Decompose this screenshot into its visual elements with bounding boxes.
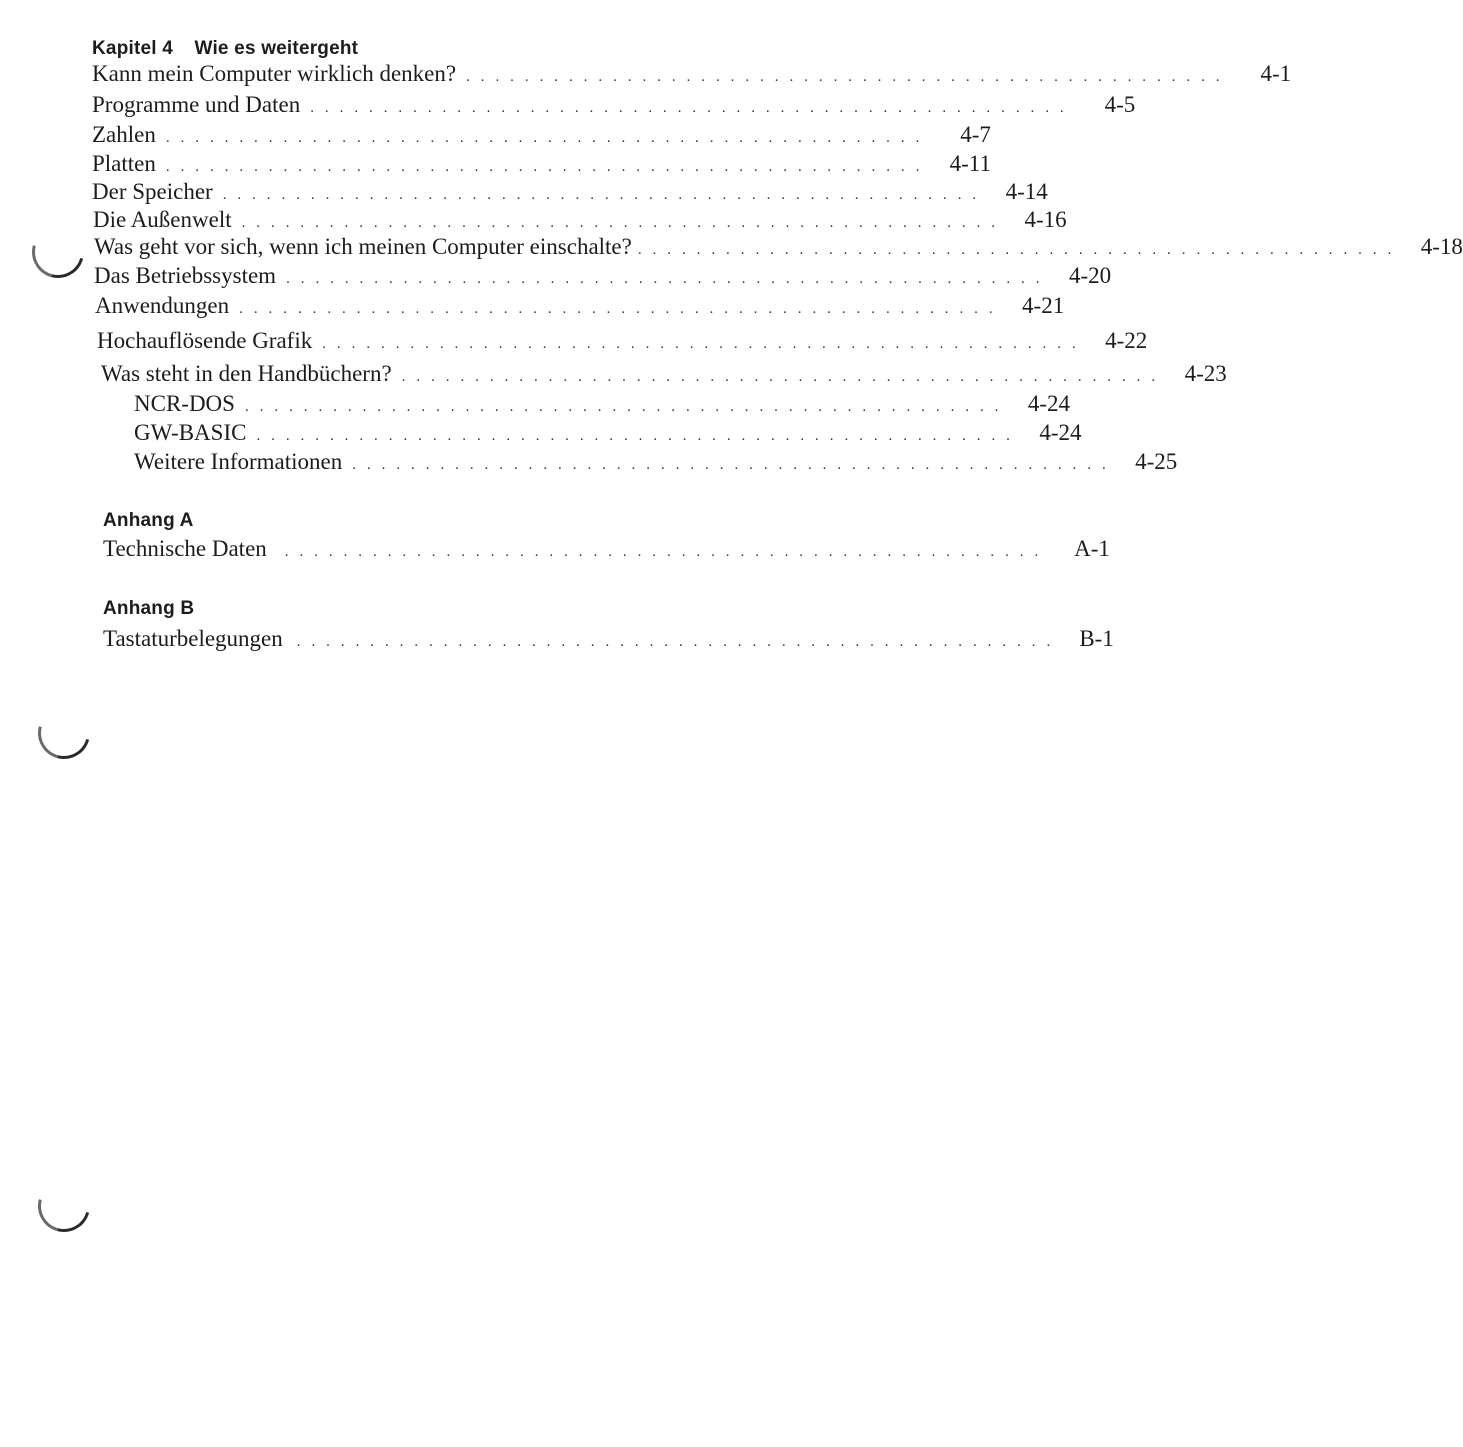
appendix-b-heading: Anhang B — [103, 598, 195, 619]
appendix-a-heading: Anhang A — [103, 510, 194, 531]
toc-entry[interactable] — [134, 419, 1082, 450]
dot-leader: . . . . . . . . . . . . . . . . . . . . . . . . . . . . . . . . . . . . . . . . . . . . . . . . . . . . — [310, 100, 1068, 116]
toc-entry[interactable] — [92, 178, 1048, 209]
toc-entry[interactable] — [101, 360, 1227, 391]
toc-entry[interactable] — [103, 625, 1114, 656]
toc-entry-page: 4-23 — [1184, 361, 1227, 386]
toc-entry-label: Platten — [92, 151, 156, 176]
toc-entry-page: 4-7 — [960, 122, 991, 147]
binder-hole-bottom — [28, 1170, 99, 1241]
toc-entry-page: 4-22 — [1105, 328, 1148, 353]
toc-entry-label: Der Speicher — [92, 179, 213, 204]
toc-entry-label: Das Betriebssystem — [94, 263, 277, 288]
toc-entry-label: GW-BASIC — [134, 420, 247, 445]
dot-leader: . . . . . . . . . . . . . . . . . . . . . . . . . . . . . . . . . . . . . . . . . . . . . . . . . . . . — [286, 271, 1044, 287]
toc-entry-label: Technische Daten — [103, 536, 267, 561]
dot-leader: . . . . . . . . . . . . . . . . . . . . . . . . . . . . . . . . . . . . . . . . . . . . . . . . . . . . — [244, 399, 1003, 415]
toc-entry[interactable] — [95, 292, 1065, 323]
toc-entry[interactable] — [92, 60, 1292, 91]
toc-entry-label: Die Außenwelt — [93, 207, 232, 232]
toc-entry-label: Hochauflösende Grafik — [97, 328, 313, 353]
chapter-heading — [92, 38, 358, 60]
toc-entry-label: Kann mein Computer wirklich denken? — [92, 61, 457, 86]
toc-entry-page: 4-25 — [1135, 449, 1178, 474]
binder-hole-middle — [28, 697, 99, 768]
toc-entry-page: 4-5 — [1104, 92, 1136, 117]
toc-entry-page: 4-20 — [1068, 263, 1112, 288]
dot-leader: . . . . . . . . . . . . . . . . . . . . . . . . . . . . . . . . . . . . . . . . . . . . . . . . . . . . — [256, 428, 1014, 444]
dot-leader: . . . . . . . . . . . . . . . . . . . . . . . . . . . . . . . . . . . . . . . . . . . . . . . . . . . . — [352, 457, 1110, 473]
dot-leader: . . . . . . . . . . . . . . . . . . . . . . . . . . . . . . . . . . . . . . . . . . . . . . . . . . . . — [165, 159, 923, 175]
chapter-title: Wie es weitergeht — [194, 38, 359, 59]
toc-entry-label: Anwendungen — [95, 293, 230, 318]
toc-entry-label: NCR-DOS — [134, 391, 235, 416]
toc-entry-page: B-1 — [1079, 626, 1114, 651]
toc-entry-page: 4-1 — [1260, 61, 1292, 86]
toc-entry[interactable] — [92, 121, 991, 152]
toc-entry-label: Programme und Daten — [92, 92, 301, 117]
dot-leader: . . . . . . . . . . . . . . . . . . . . . . . . . . . . . . . . . . . . . . . . . . . . . . . . . . . . — [284, 544, 1042, 560]
toc-entry-page: 4-24 — [1039, 420, 1082, 445]
toc-entry-page: 4-24 — [1027, 391, 1071, 416]
toc-entry[interactable] — [97, 327, 1148, 358]
toc-entry-page: 4-18 — [1420, 234, 1463, 259]
dot-leader: . . . . . . . . . . . . . . . . . . . . . . . . . . . . . . . . . . . . . . . . . . . . . . . . . . . . — [401, 369, 1159, 385]
toc-entry-page: 4-16 — [1024, 207, 1067, 232]
toc-entry-label: Was steht in den Handbüchern? — [101, 361, 392, 386]
dot-leader: . . . . . . . . . . . . . . . . . . . . . . . . . . . . . . . . . . . . . . . . . . . . . . . . . . . . — [239, 301, 997, 317]
toc-entry-page: A-1 — [1074, 536, 1110, 561]
toc-entry[interactable] — [94, 233, 1463, 264]
toc-entry-label: Was geht vor sich, wenn ich meinen Computer einschalte? — [94, 234, 632, 259]
dot-leader: . . . . . . . . . . . . . . . . . . . . . . . . . . . . . . . . . . . . . . . . . . . . . . . . . . . . — [322, 336, 1080, 352]
toc-entry[interactable] — [134, 390, 1071, 421]
toc-entry-label: Weitere Informationen — [134, 449, 343, 474]
toc-entry[interactable] — [92, 150, 991, 181]
dot-leader: . . . . . . . . . . . . . . . . . . . . . . . . . . . . . . . . . . . . . . . . . . . . . . . . . . . . — [466, 69, 1224, 85]
binder-hole-top — [22, 216, 93, 287]
dot-leader: . . . . . . . . . . . . . . . . . . . . . . . . . . . . . . . . . . . . . . . . . . . . . . . . . . . . — [296, 634, 1054, 650]
dot-leader: . . . . . . . . . . . . . . . . . . . . . . . . . . . . . . . . . . . . . . . . . . . . . . . . . . . . — [222, 187, 980, 203]
chapter-number: Kapitel 4 — [92, 38, 173, 59]
toc-entry-label: Zahlen — [92, 122, 156, 147]
toc-entry[interactable] — [134, 448, 1178, 479]
toc-entry[interactable] — [103, 535, 1110, 566]
dot-leader: . . . . . . . . . . . . . . . . . . . . . . . . . . . . . . . . . . . . . . . . . . . . . . . . . . . . — [637, 242, 1395, 258]
dot-leader: . . . . . . . . . . . . . . . . . . . . . . . . . . . . . . . . . . . . . . . . . . . . . . . . . . . . — [165, 130, 923, 146]
toc-entry-label: Tastaturbelegungen — [103, 626, 283, 651]
toc-entry-page: 4-11 — [949, 151, 991, 176]
toc-entry-page: 4-21 — [1022, 293, 1065, 318]
toc-entry[interactable] — [92, 91, 1136, 122]
dot-leader: . . . . . . . . . . . . . . . . . . . . . . . . . . . . . . . . . . . . . . . . . . . . . . . . . . . . — [241, 215, 999, 231]
toc-entry[interactable] — [94, 262, 1112, 293]
toc-entry-page: 4-14 — [1005, 179, 1048, 204]
